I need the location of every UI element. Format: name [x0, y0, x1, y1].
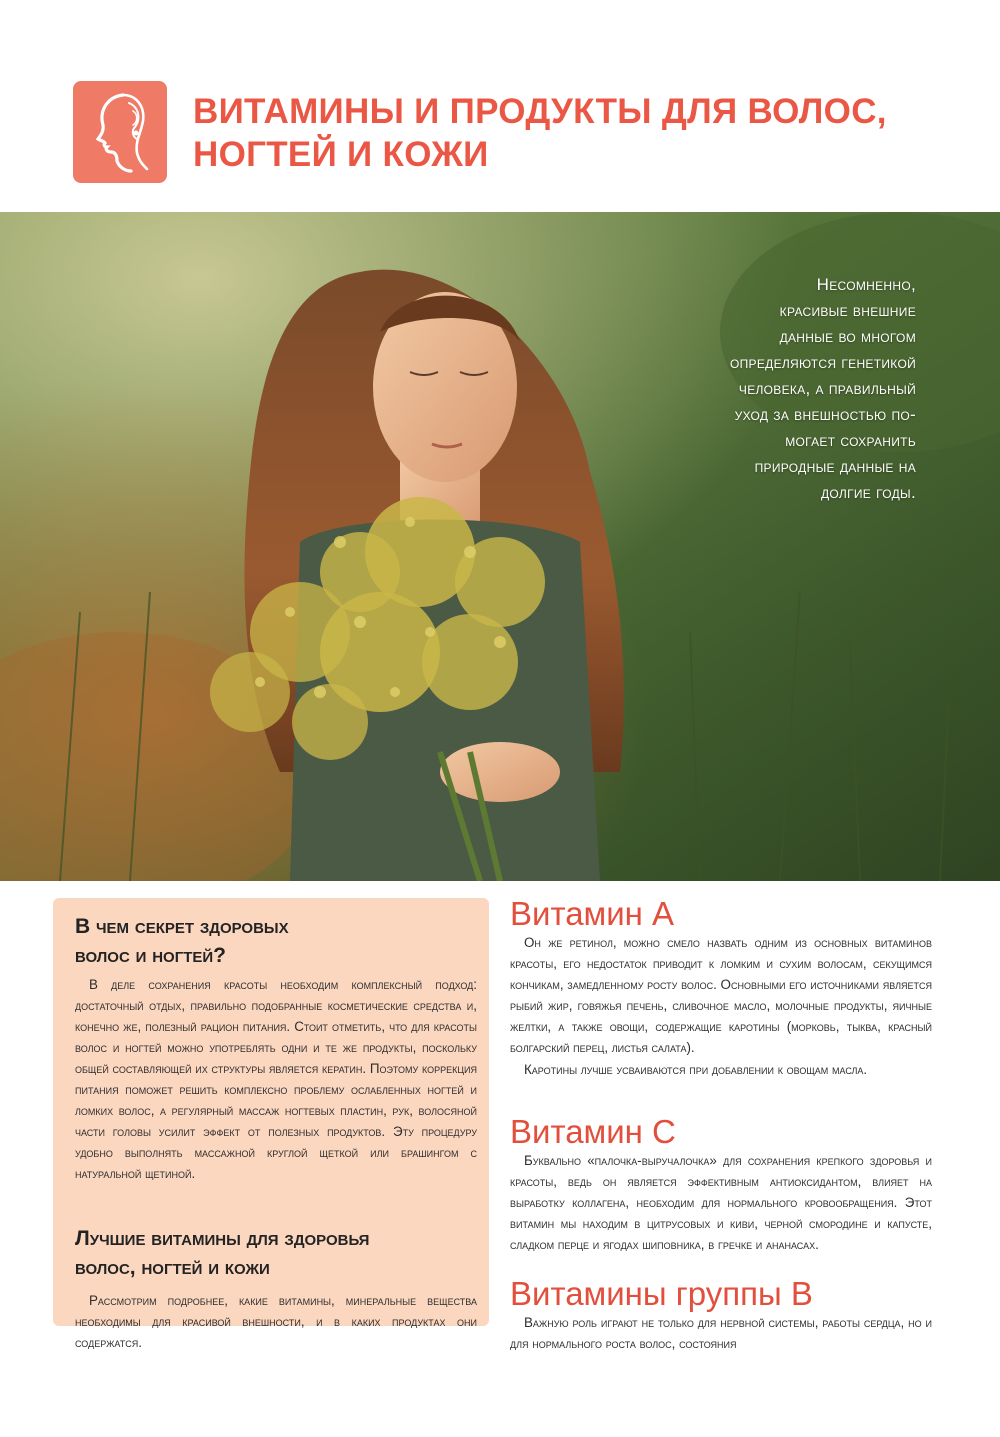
- vitamin-c-heading: Витамин С: [510, 1113, 676, 1150]
- quote-line: Несомненно,: [816, 275, 916, 294]
- logo-badge: [73, 81, 167, 183]
- quote-line: могает сохранить: [785, 431, 916, 450]
- woman-profile-icon: [73, 81, 167, 183]
- photo-quote: [660, 272, 916, 506]
- quote-line: красивые внешние: [779, 301, 916, 320]
- sidebar-box: [53, 898, 489, 1350]
- sidebar-heading-secret: [75, 912, 475, 970]
- quote-line: человека, а правильный: [738, 379, 916, 398]
- heading-line: Лучшие витамины для здоровья: [75, 1227, 370, 1250]
- vitamin-a-text: Он же ретинол, можно смело назвать одним из основных витаминов красоты, его недостаток приводит к ломким и сухим волосам, секущимся кончикам, замедленному росту волос. Основными его источниками является рыбий жир, говяжья печень, сливочное масло, молочные продукты, яичные желтки, а также овощи, содержащие каротины (морковь, тыква, красный болгарский перец, листья салата).: [510, 935, 932, 1055]
- quote-line: определяются генетикой: [729, 353, 916, 372]
- quote-line: уход за внешностью по-: [734, 405, 916, 424]
- quote-line: природные данные на: [754, 457, 916, 476]
- title-line-1: ВИТАМИНЫ И ПРОДУКТЫ ДЛЯ ВОЛОС,: [193, 92, 887, 131]
- sidebar-paragraph-secret: В деле сохранения красоты необходим комплексный подход: достаточный отдых, правильно подобранные косметические средства и, конечно же, полезный рацион питания. Стоит отметить, что для красоты волос и ногтей можно употреблять одни и те же продукты, поскольку общей составляющей их структуры является кератин. Поэтому коррекция питания поможет решить комплексно проблему ослабленных ногтей и ломких волос, а регулярный массаж ногтевых пластин, рук, волосяной части головы усилит эффект от полезных продуктов. Эту процедуру удобно выполнять массажной круглой щеткой или брашингом с натуральной щетиной.: [75, 977, 477, 1181]
- vitamin-c-section: [510, 1114, 932, 1255]
- vitamin-a-section: [510, 896, 932, 1080]
- vitamin-a-heading: Витамин А: [510, 895, 675, 932]
- sidebar-paragraph-vitamins: Рассмотрим подробнее, какие витамины, минеральные вещества необходимы для красивой внешности, и в каких продуктах они содержатся.: [75, 1293, 477, 1350]
- heading-line: В чем секрет здоровых: [75, 915, 289, 938]
- page-title: [193, 90, 973, 176]
- sidebar-heading-vitamins: [75, 1224, 475, 1282]
- vitamin-a-note: Каротины лучше усваиваются при добавлении к овощам масла.: [524, 1062, 868, 1077]
- heading-line: волос, ногтей и кожи: [75, 1256, 270, 1279]
- vitamin-c-text: Буквально «палочка-выручалочка» для сохранения крепкого здоровья и красоты, ведь он является эффективным антиоксидантом, влияет на выработку коллагена, необходим для нормального кровообращения. Этот витамин мы находим в цитрусовых и киви, черной смородине и капусте, сладком перце и ягодах шиповника, в гречке и ананасах.: [510, 1153, 932, 1252]
- quote-line: долгие годы.: [820, 483, 916, 502]
- vitamin-b-heading: Витамины группы В: [510, 1275, 813, 1312]
- title-line-2: НОГТЕЙ И КОЖИ: [193, 135, 489, 174]
- heading-line: волос и ногтей?: [75, 944, 227, 967]
- vitamin-b-text: Важную роль играют не только для нервной системы, работы сердца, но и для нормального роста волос, состояния: [510, 1315, 932, 1351]
- vitamin-b-section: [510, 1276, 932, 1354]
- quote-line: данные во многом: [779, 327, 916, 346]
